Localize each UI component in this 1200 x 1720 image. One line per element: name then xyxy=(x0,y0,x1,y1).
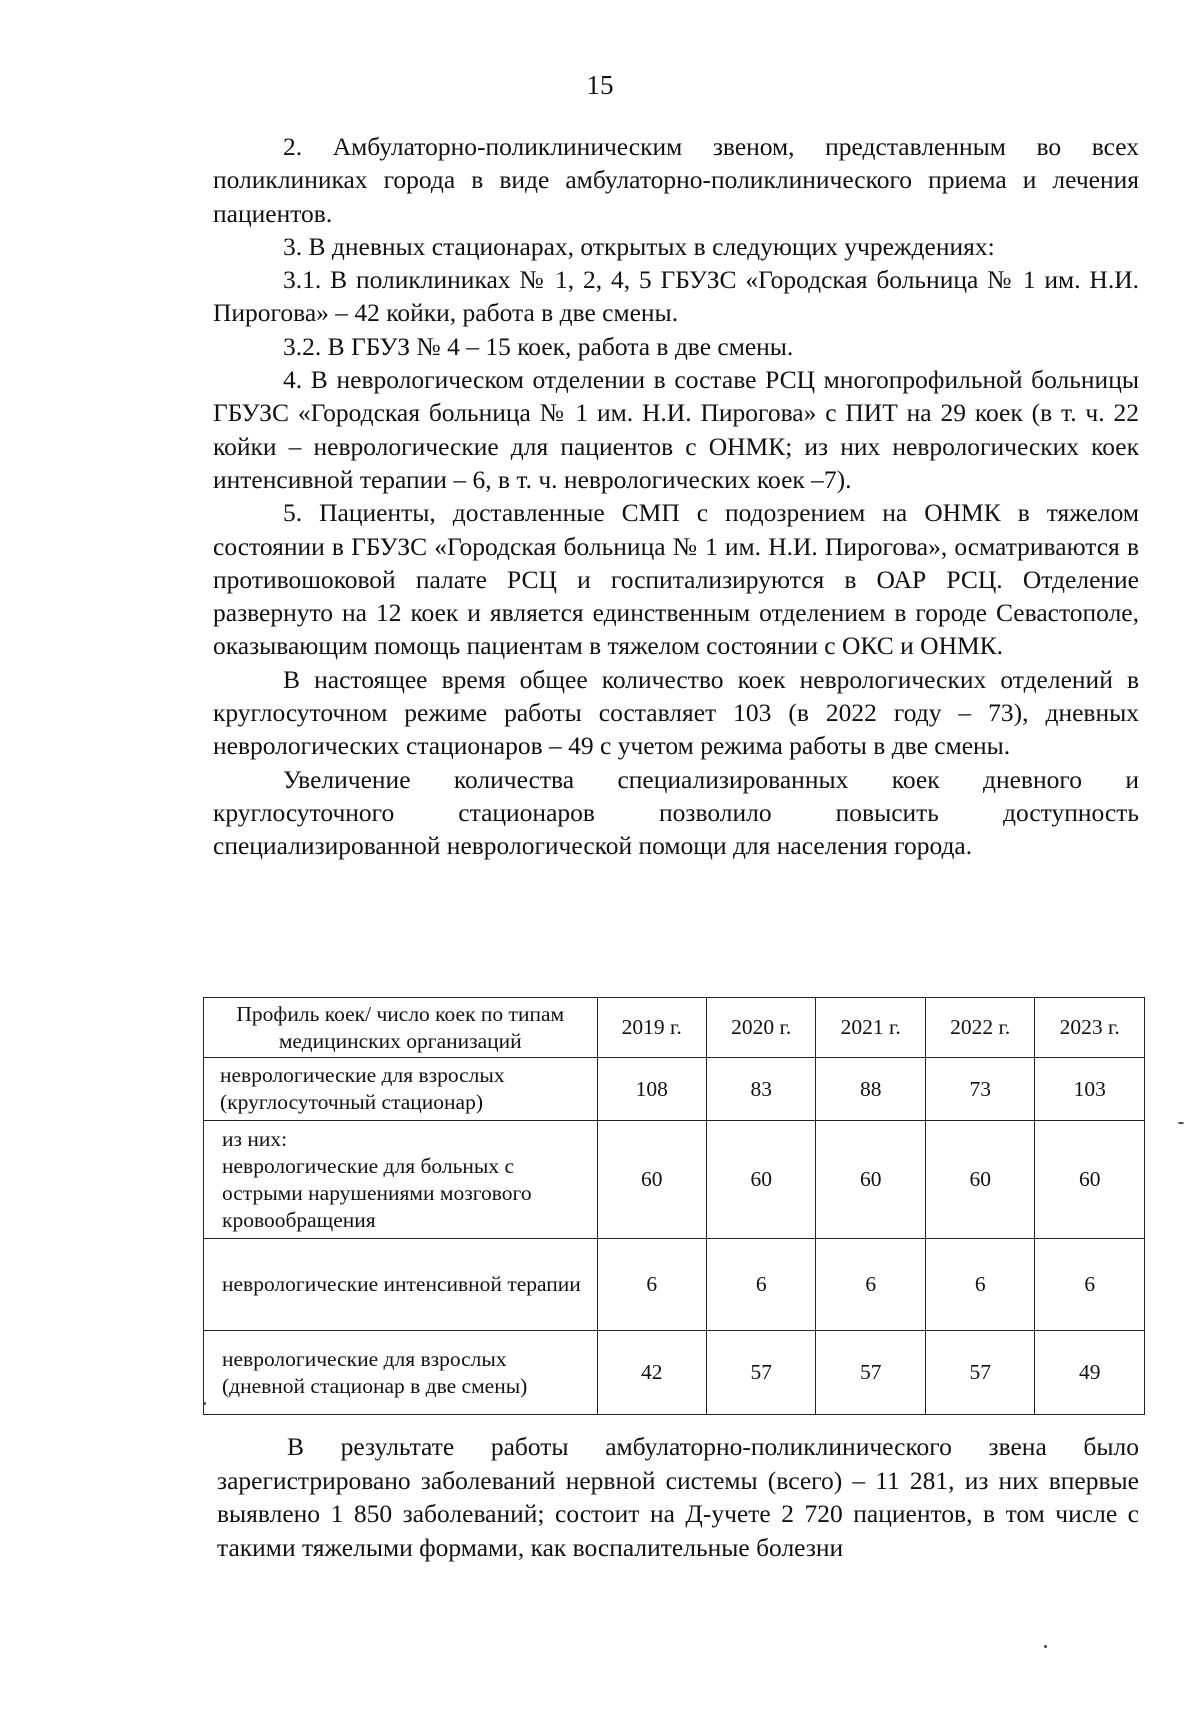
cell-value: 88 xyxy=(816,1058,925,1121)
paragraph-increase: Увеличение количества специализированных коек дневного и круглосуточного стационаров позволило повысить доступность специализированной неврологической помощи для населения города. xyxy=(213,764,1139,861)
cell-value: 6 xyxy=(816,1239,925,1331)
cell-value: 6 xyxy=(1035,1239,1145,1331)
table-header-row xyxy=(204,998,1145,1058)
cell-value: 49 xyxy=(1035,1331,1145,1415)
cell-value: 60 xyxy=(597,1121,706,1239)
paragraph-3: 3. В дневных стационарах, открытых в следующих учреждениях: xyxy=(283,231,995,261)
row-label: неврологические для взрослых (дневной стационар в две смены) xyxy=(204,1331,598,1415)
cell-value: 6 xyxy=(925,1239,1034,1331)
body-text xyxy=(213,130,1139,863)
header-year: 2020 г. xyxy=(706,998,815,1058)
scan-speck xyxy=(1044,1645,1047,1648)
paragraph-current-beds: В настоящее время общее количество коек неврологических отделений в круглосуточном режиме работы составляет 103 (в 2022 году – 73), дневных неврологических стационаров – 49 с учетом режима работы в две смены. xyxy=(213,664,1139,761)
paragraph-3-2: 3.2. В ГБУЗ № 4 – 15 коек, работа в две смены. xyxy=(283,331,794,361)
paragraph-4: 4. В неврологическом отделении в составе РСЦ многопрофильной больницы ГБУЗС «Городская больница № 1 им. Н.И. Пирогова» с ПИТ на 29 коек (в т. ч. 22 койки – неврологические для пациентов с ОНМК; из них неврологических коек интенсивной терапии – 6, в т. ч. неврологических коек –7). xyxy=(213,365,1139,494)
table-row xyxy=(204,1058,1145,1121)
page-number: 15 xyxy=(586,70,614,100)
table-row xyxy=(204,1331,1145,1415)
cell-value: 60 xyxy=(1035,1121,1145,1239)
row-label: из них: неврологические для больных с острыми нарушениями мозгового кровообращения xyxy=(204,1121,598,1239)
paragraph-results: В результате работы амбулаторно-поликлинического звена было зарегистрировано заболеваний нервной системы (всего) – 11 281, из них впервые выявлено 1 850 заболеваний; состоит на Д-учете 2 720 пациентов, в том числе с такими тяжелыми формами, как воспалительные болезни xyxy=(217,1432,1139,1562)
paragraph-5: 5. Пациенты, доставленные СМП с подозрением на ОНМК в тяжелом состоянии в ГБУЗС «Городская больница № 1 им. Н.И. Пирогова», осматриваются в противошоковой палате РСЦ и госпитализируются в ОАР РСЦ. Отделение развернуто на 12 коек и является единственным отделением в городе Севастополе, оказывающим помощь пациентам в тяжелом состоянии с ОКС и ОНМК. xyxy=(213,498,1139,661)
header-year: 2019 г. xyxy=(597,998,706,1058)
cell-value: 60 xyxy=(706,1121,815,1239)
table-row xyxy=(204,1239,1145,1331)
paragraph-3-1: 3.1. В поликлиниках № 1, 2, 4, 5 ГБУЗС «Городская больница № 1 им. Н.И. Пирогова» – 42 койки, работа в две смены. xyxy=(213,265,1139,328)
header-year: 2023 г. xyxy=(1035,998,1145,1058)
cell-value: 6 xyxy=(706,1239,815,1331)
cell-value: 57 xyxy=(706,1331,815,1415)
cell-value: 60 xyxy=(925,1121,1034,1239)
paragraph-2: 2. Амбулаторно-поликлиническим звеном, представленным во всех поликлиниках города в виде амбулаторно-поликлинического приема и лечения пациентов. xyxy=(213,132,1139,228)
row-label: неврологические интенсивной терапии xyxy=(204,1239,598,1331)
cell-value: 60 xyxy=(816,1121,925,1239)
header-profile: Профиль коек/ число коек по типам медицинских организаций xyxy=(204,998,598,1058)
beds-table xyxy=(203,997,1145,1415)
scan-speck xyxy=(1178,1122,1184,1124)
table-row xyxy=(204,1121,1145,1239)
cell-value: 42 xyxy=(597,1331,706,1415)
cell-value: 57 xyxy=(925,1331,1034,1415)
header-year: 2021 г. xyxy=(816,998,925,1058)
row-label: неврологические для взрослых (круглосуточный стационар) xyxy=(204,1058,598,1121)
cell-value: 57 xyxy=(816,1331,925,1415)
header-year: 2022 г. xyxy=(925,998,1034,1058)
cell-value: 83 xyxy=(706,1058,815,1121)
cell-value: 6 xyxy=(597,1239,706,1331)
cell-value: 73 xyxy=(925,1058,1034,1121)
cell-value: 108 xyxy=(597,1058,706,1121)
scan-speck xyxy=(203,1402,206,1405)
bottom-text xyxy=(217,1430,1139,1564)
cell-value: 103 xyxy=(1035,1058,1145,1121)
